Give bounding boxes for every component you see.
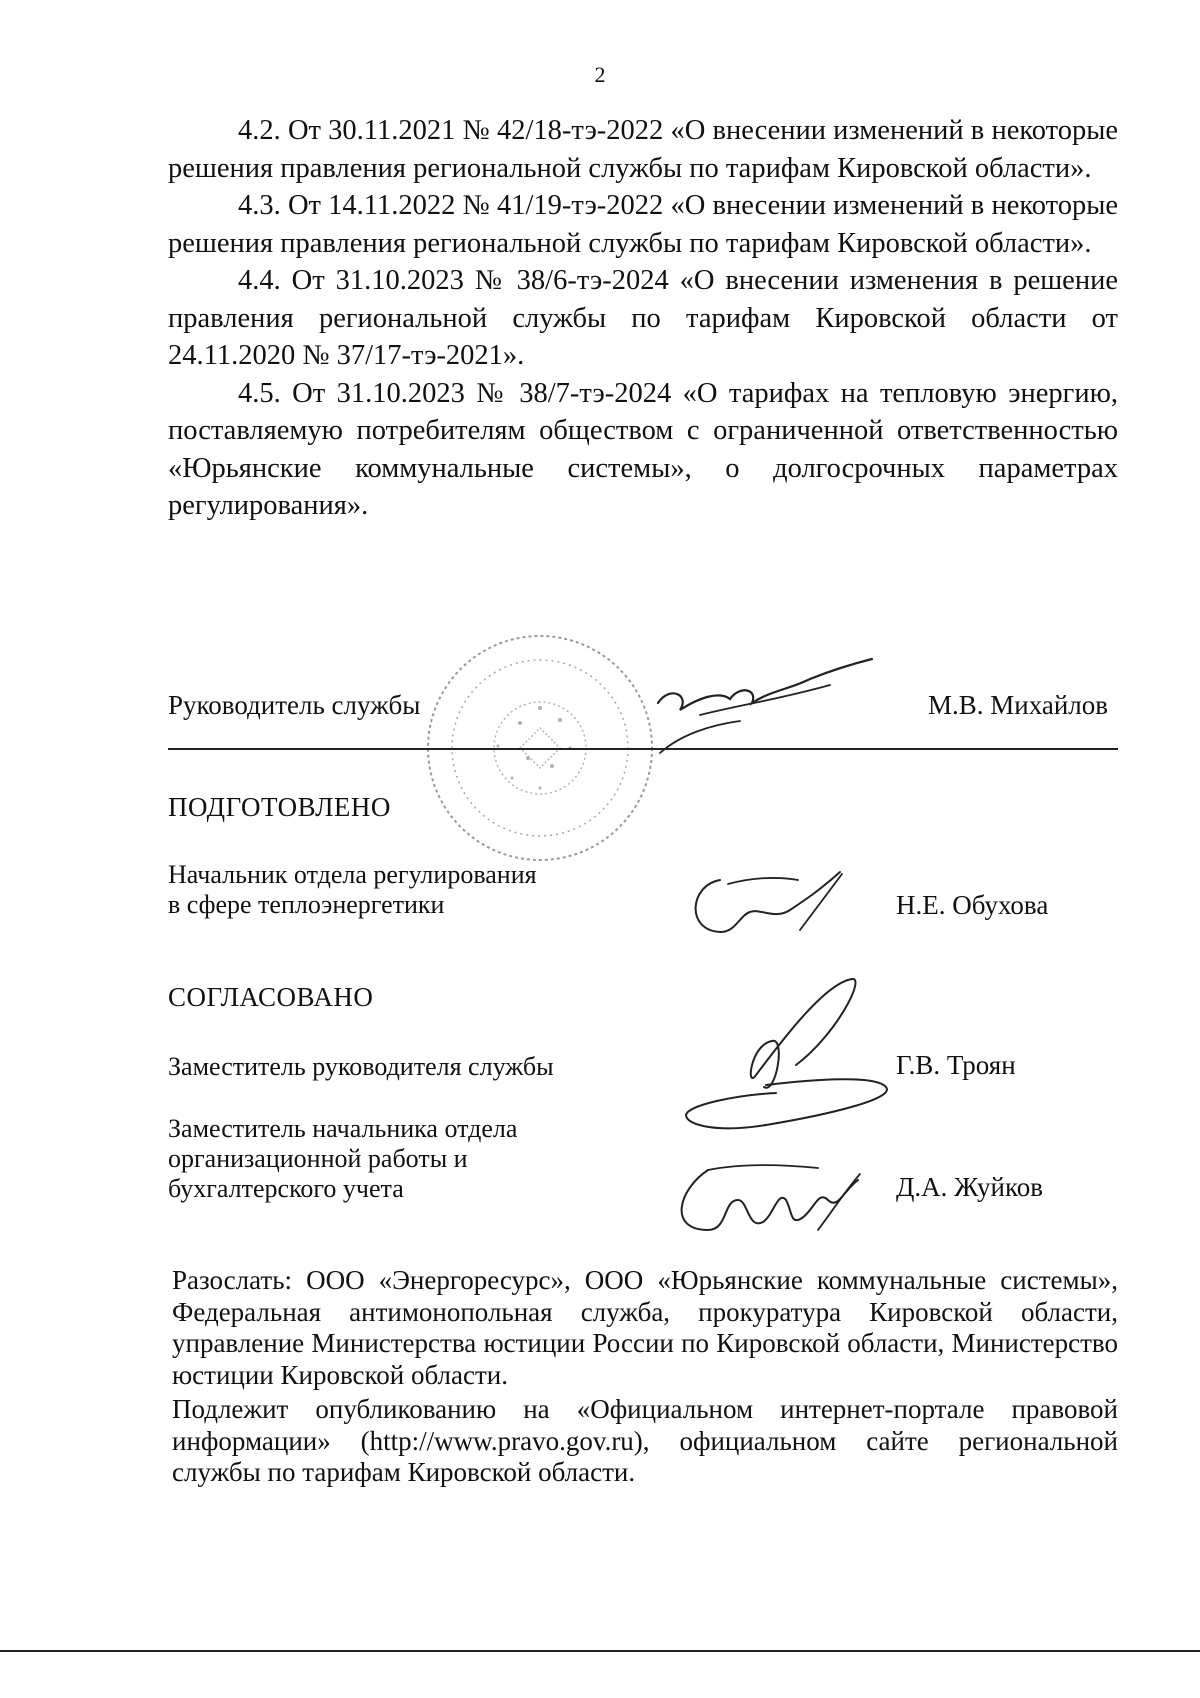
page-number: 2 [594,62,606,87]
head-name: М.В. Михайлов [928,690,1109,720]
head-position: Руководитель службы [168,690,421,720]
prepared-position-line2: в сфере теплоэнергетики [168,890,445,919]
signature-divider [168,748,1118,750]
agreed-signer2-signature [668,1160,878,1240]
agreed-signer1-position: Заместитель руководителя службы [168,1052,554,1081]
agreed-signer2-name: Д.А. Жуйков [896,1172,1043,1202]
paragraph-4-3: 4.3. От 14.11.2022 № 41/19-тэ-2022 «О внесении изменений в некоторые решения правления региональной службы по тарифам Кировской области». [168,190,1118,259]
document-body [168,112,1118,525]
prepared-name: Н.Е. Обухова [896,890,1049,920]
paragraph-4-5: 4.5. От 31.10.2023 № 38/7-тэ-2024 «О тарифах на тепловую энергию, поставляемую потребителям обществом с ограниченной ответственностью «Юрьянские коммунальные системы», о долгосрочных параметрах регулирования». [168,377,1118,521]
head-signature [640,655,880,755]
paragraph-4-2: 4.2. От 30.11.2021 № 42/18-тэ-2022 «О внесении изменений в некоторые решения правления региональной службы по тарифам Кировской области». [168,115,1118,184]
agreed-heading: СОГЛАСОВАНО [168,982,374,1012]
page-bottom-divider [0,1650,1200,1652]
prepared-signature [680,860,860,940]
agreed-signer2-position-line3: бухгалтерского учета [168,1174,404,1203]
agreed-signer1-signature [676,975,916,1145]
agreed-signer2-position-line2: организационной работы и [168,1144,468,1173]
agreed-signer1-name: Г.В. Троян [896,1050,1016,1080]
publication-note: Подлежит опубликованию на «Официальном интернет-портале правовой информации» (http://www.pravo.gov.ru), официальном сайте региональной службы по тарифам Кировской области. [172,1394,1118,1487]
prepared-heading: ПОДГОТОВЛЕНО [168,792,391,822]
paragraph-4-4: 4.4. От 31.10.2023 № 38/6-тэ-2024 «О внесении изменения в решение правления региональной службы по тарифам Кировской области от 24.11.2020 № 37/17-тэ-2021». [168,265,1118,371]
prepared-position-line1: Начальник отдела регулирования [168,860,537,889]
agreed-signer2-position-line1: Заместитель начальника отдела [168,1114,518,1143]
mailing-list: Разослать: ООО «Энергоресурс», ООО «Юрьянские коммунальные системы», Федеральная антимонопольная служба, прокуратура Кировской области, управление Министерства юстиции России по Кировской области, Министерство юстиции Кировской области. [172,1265,1118,1390]
